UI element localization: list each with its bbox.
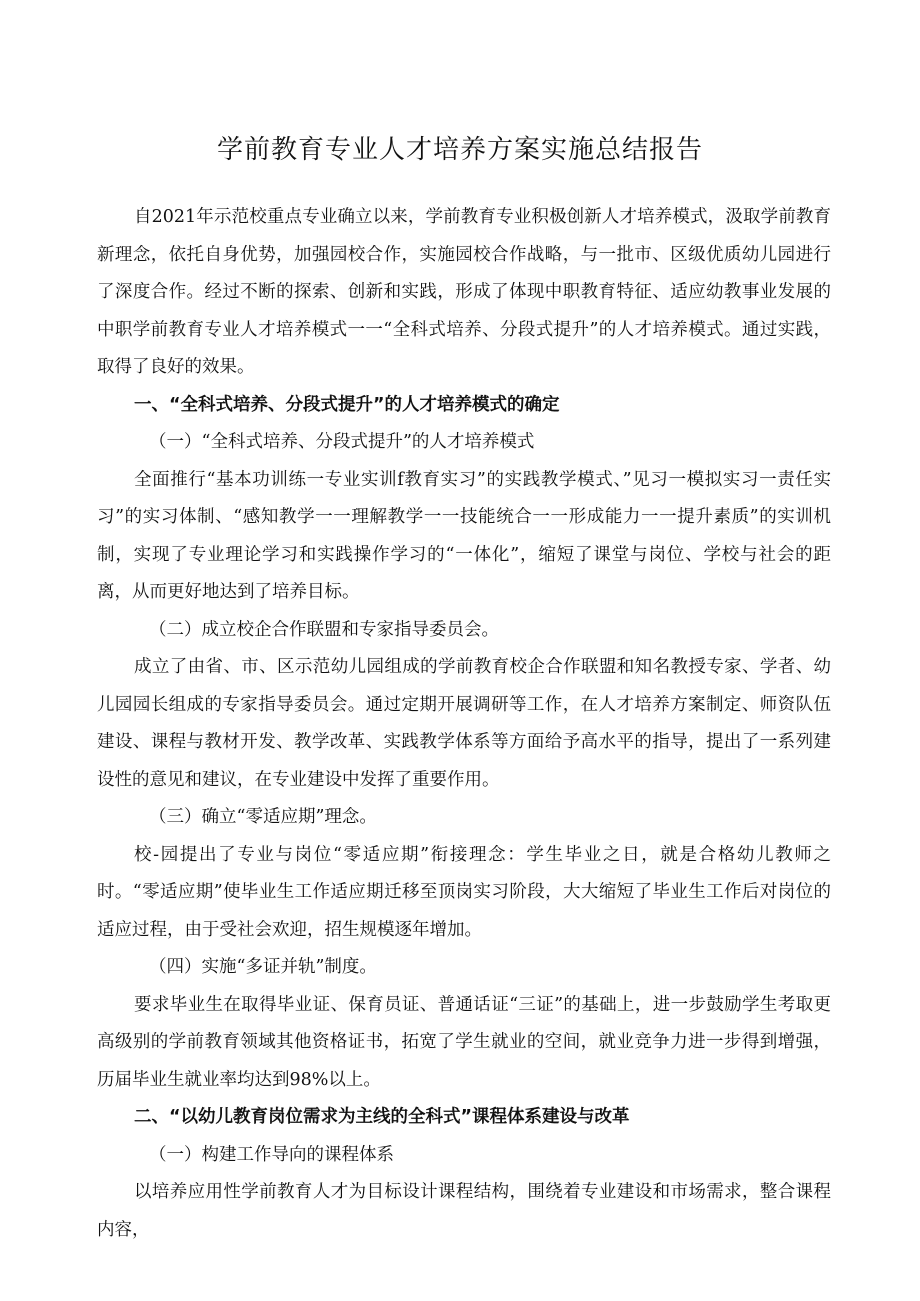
document-title: 学前教育专业人才培养方案实施总结报告	[216, 135, 703, 166]
intro-paragraph: 自2021年示范校重点专业确立以来，学前教育专业积极创新人才培养模式，汲取学前教育新理念，依托自身优势，加强园校合作，实施园校合作战略，与一批市、区级优质幼儿园进行了深度合作。经过不断的探索、创新和实践，形成了体现中职教育特征、适应幼教事业发展的中职学前教育专业人才培养模式一一“全科式培养、分段式提升”的人才培养模式。通过实践，取得了良好的效果。	[97, 207, 831, 377]
section-1-1-heading: （一）“全科式培养、分段式提升”的人才培养模式	[149, 432, 535, 452]
document-body	[97, 199, 831, 1249]
section-1-2-heading: （二）成立校企合作联盟和专家指导委员会。	[149, 619, 499, 640]
section-1-3-paragraph: 校-园提出了专业与岗位“零适应期”衔接理念：学生毕业之日，就是合格幼儿教师之时。“零适应期”使毕业生工作适应期迁移至顶岗实习阶段，大大缩短了毕业生工作后对岗位的适应过程，由于受社会欢迎，招生规模逐年增加。	[97, 844, 831, 940]
section-1-2-paragraph: 成立了由省、市、区示范幼儿园组成的学前教育校企合作联盟和知名教授专家、学者、幼儿园园长组成的专家指导委员会。通过定期开展调研等工作，在人才培养方案制定、师资队伍建设、课程与教材开发、教学改革、实践教学体系等方面给予高水平的指导，提出了一系列建设性的意见和建议，在专业建设中发挥了重要作用。	[97, 657, 831, 790]
section-1-1-paragraph: 全面推行“基本功训练一专业实训f教育实习”的实践教学模式、”见习一模拟实习一责任实习”的实习体制、“感知教学一一理解教学一一技能统合一一形成能力一一提升素质”的实训机制，实现了专业理论学习和实践操作学习的“一体化”，缩短了课堂与岗位、学校与社会的距离，从而更好地达到了培养目标。	[97, 469, 831, 602]
section-2-heading: 二、“以幼儿教育岗位需求为主线的全科式”课程体系建设与改革	[134, 1107, 630, 1127]
section-1-heading: 一、“全科式培养、分段式提升”的人才培养模式的确定	[134, 394, 560, 415]
section-1-4-paragraph: 要求毕业生在取得毕业证、保育员证、普通话证“三证”的基础上，进一步鼓励学生考取更高级别的学前教育领域其他资格证书，拓宽了学生就业的空间，就业竞争力进一步得到增强，历届毕业生就业率均达到98%以上。	[97, 994, 831, 1090]
section-2-1-paragraph: 以培养应用性学前教育人才为目标设计课程结构，围绕着专业建设和市场需求，整合课程内容，	[97, 1182, 831, 1240]
section-2-1-heading: （一）构建工作导向的课程体系	[149, 1144, 394, 1165]
section-1-4-heading: （四）实施“多证并轨”制度。	[149, 957, 377, 977]
section-1-3-heading: （三）确立“零适应期”理念。	[149, 807, 377, 827]
